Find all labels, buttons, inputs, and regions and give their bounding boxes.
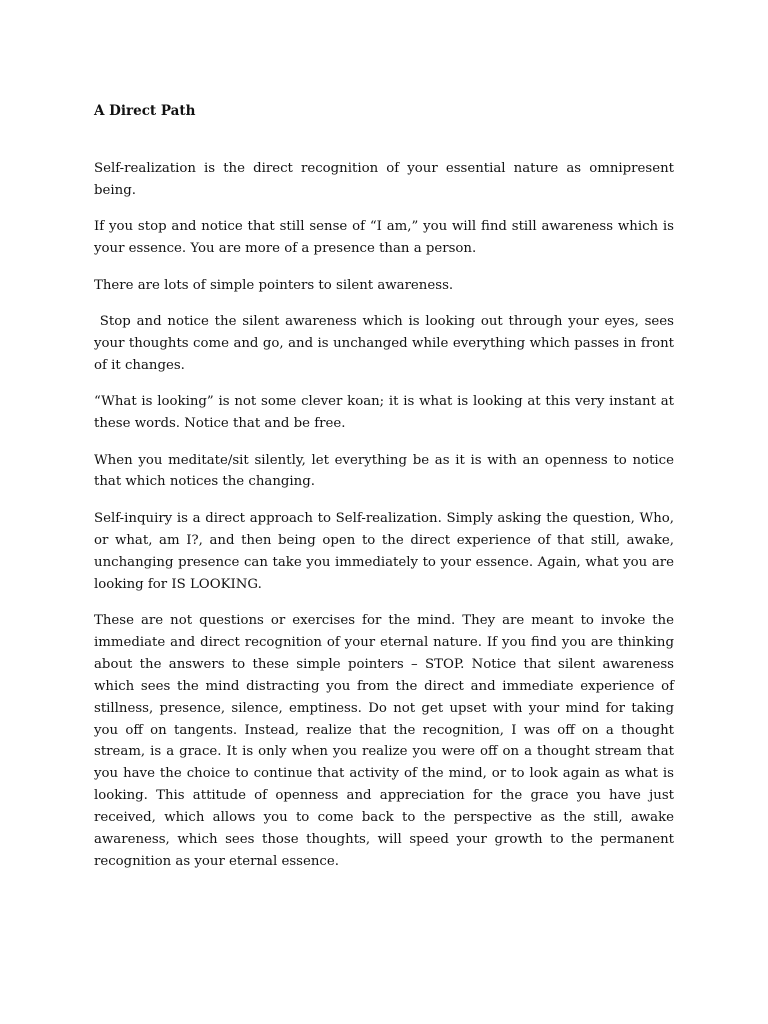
paragraph-simple-pointers: There are lots of simple pointers to silent awareness. [94, 277, 454, 293]
paragraph-self-realization: Self-realization is the direct recognition of your essential nature as omnipresent being. [94, 161, 674, 198]
paragraph-what-is-looking: “What is looking” is not some clever koan; it is what is looking at this very instant at these words. Notice that and be free. [94, 394, 674, 432]
document-title: A Direct Path [94, 103, 196, 119]
paragraph-i-am: If you stop and notice that still sense of “I am,” you will find still awareness which is your essence. You are more of a presence than a person. [94, 219, 674, 257]
paragraph-stop-and-notice: Stop and notice the silent awareness which is looking out through your eyes, sees your thoughts come and go, and is unchanged while everything which passes in front of it changes. [94, 314, 674, 373]
paragraph-meditate: When you meditate/sit silently, let everything be as it is with an openness to notice that which notices the changing. [94, 452, 674, 490]
paragraph-self-inquiry: Self-inquiry is a direct approach to Self-realization. Simply asking the question, Who, or what, am I?, and then being open to the direct experience of that still, awake, unchanging presence can take you immediately to your essence. Again, what you are looking for IS LOOKING. [94, 510, 674, 592]
paragraph-not-questions: These are not questions or exercises for the mind. They are meant to invoke the immediate and direct recognition of your eternal nature. If you find you are thinking about the answers to these simple pointers – STOP. Notice that silent awareness which sees the mind distracting you from the direct and immediate experience of stillness, presence, silence, emptiness. Do not get upset with your mind for taking you off on tangents. Instead, realize that the recognition, I was off on a thought stream, is a grace. It is only when you realize you were off on a thought stream that you have the choice to continue that activity of the mind, or to look again as what is looking. This attitude of openness and appreciation for the grace you have just received, which allows you to come back to the perspective as the still, awake awareness, which sees those thoughts, will speed your growth to the permanent recognition as your eternal essence. [94, 613, 674, 869]
